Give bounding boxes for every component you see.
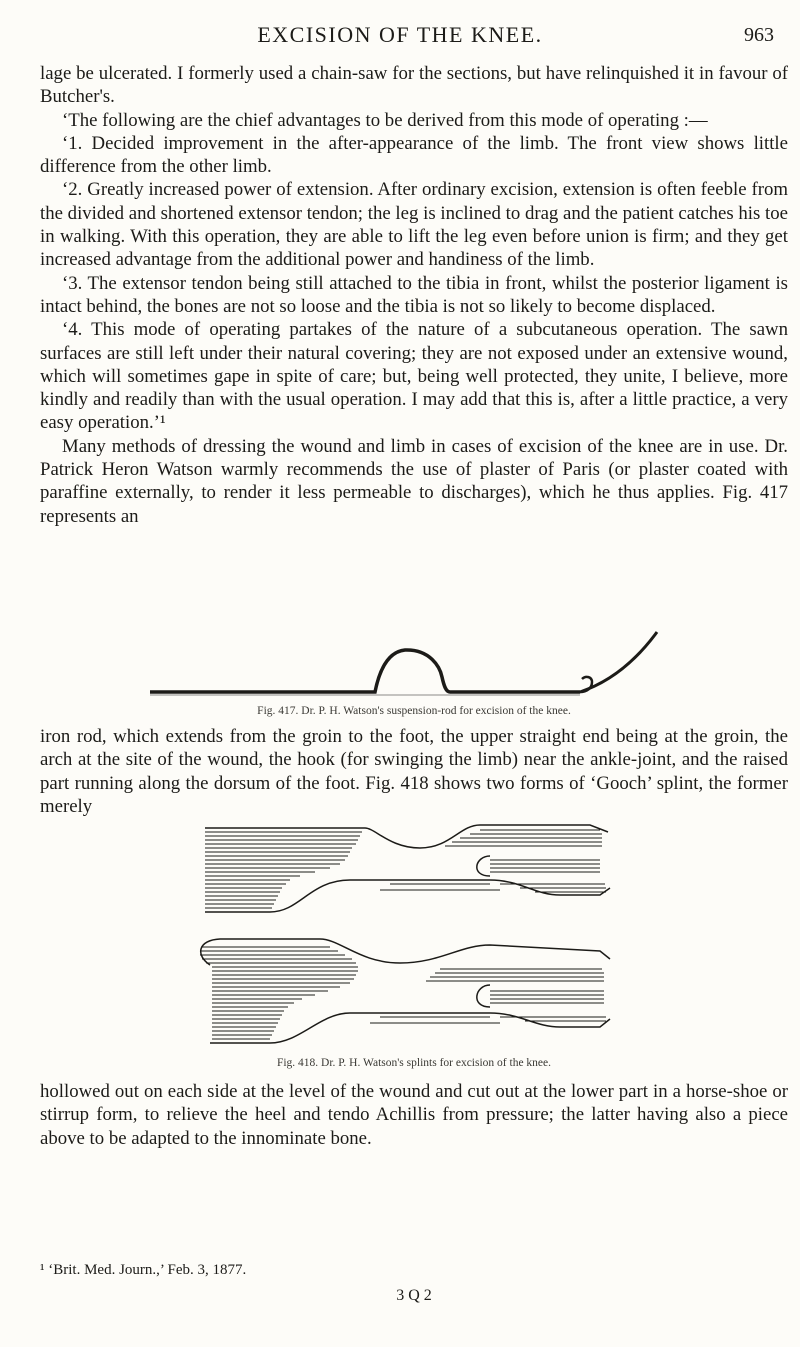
page-number: 963 [744, 24, 774, 46]
paragraph: ‘The following are the chief advantages to be derived from this mode of operating :— [62, 109, 708, 131]
text-block-top [40, 62, 788, 528]
text-block-bottom [40, 1080, 788, 1150]
figure-417-caption: Fig. 417. Dr. P. H. Watson's suspension-rod for excision of the knee. [257, 705, 571, 717]
page-header [0, 22, 800, 52]
running-title: EXCISION OF THE KNEE. [257, 22, 543, 47]
gooch-splint-figure-1 [190, 820, 620, 920]
suspension-rod-figure [140, 622, 660, 702]
paragraph: ‘3. The extensor tendon being still attached to the tibia in front, whilst the posterior ligament is intact behind, the bones are not so loose and the tibia is not so likely to become displaced. [40, 272, 788, 317]
paragraph: Many methods of dressing the wound and limb in cases of excision of the knee are in use. Dr. Patrick Heron Watson warmly recommends the use of plaster of Paris (or plaster coated with paraffine externally, to render it less permeable to discharges), which he thus applies. Fig. 417 represents an [40, 435, 788, 527]
paragraph: iron rod, which extends from the groin to the foot, the upper straight end being at the groin, the arch at the site of the wound, the hook (for swinging the limb) near the ankle-joint, and the raised part running along the dorsum of the foot. Fig. 418 shows two forms of ‘Gooch’ splint, the former merely [40, 726, 788, 817]
signature-mark: 3 Q 2 [396, 1287, 432, 1304]
paragraph: hollowed out on each side at the level of the wound and cut out at the lower part in a horse-shoe or stirrup form, to relieve the heel and tendo Achillis from pressure; the latter having also a piece above to be adapted to the innominate bone. [40, 1081, 788, 1149]
gooch-splint-figure-2 [190, 935, 620, 1050]
text-block-middle [40, 725, 788, 818]
footnote: ¹ ‘Brit. Med. Journ.,’ Feb. 3, 1877. [40, 1262, 247, 1278]
figure-418-caption: Fig. 418. Dr. P. H. Watson's splints for excision of the knee. [276, 1057, 552, 1069]
paragraph: ‘4. This mode of operating partakes of the nature of a subcutaneous operation. The sawn surfaces are still left under their natural covering; they are not exposed under an extensive wound, which will sometimes gape in spite of care; but, being well protected, they unite, I believe, more kindly and readily than with the usual operation. I may add that this is, after a little practice, a very easy operation.’¹ [40, 319, 788, 434]
paragraph: ‘2. Greatly increased power of extension. After ordinary excision, extension is often feeble from the divided and shortened extensor tendon; the leg is inclined to drag and the patient catches his toe in walking. With this operation, they are able to lift the leg even before union is firm; and they get increased advantage from the additional power and handiness of the limb. [40, 179, 788, 271]
paragraph: ‘1. Decided improvement in the after-appearance of the limb. The front view shows little difference from the other limb. [40, 132, 788, 178]
paragraph: lage be ulcerated. I formerly used a chain-saw for the sections, but have relinquished it in favour of Butcher's. [40, 63, 788, 108]
